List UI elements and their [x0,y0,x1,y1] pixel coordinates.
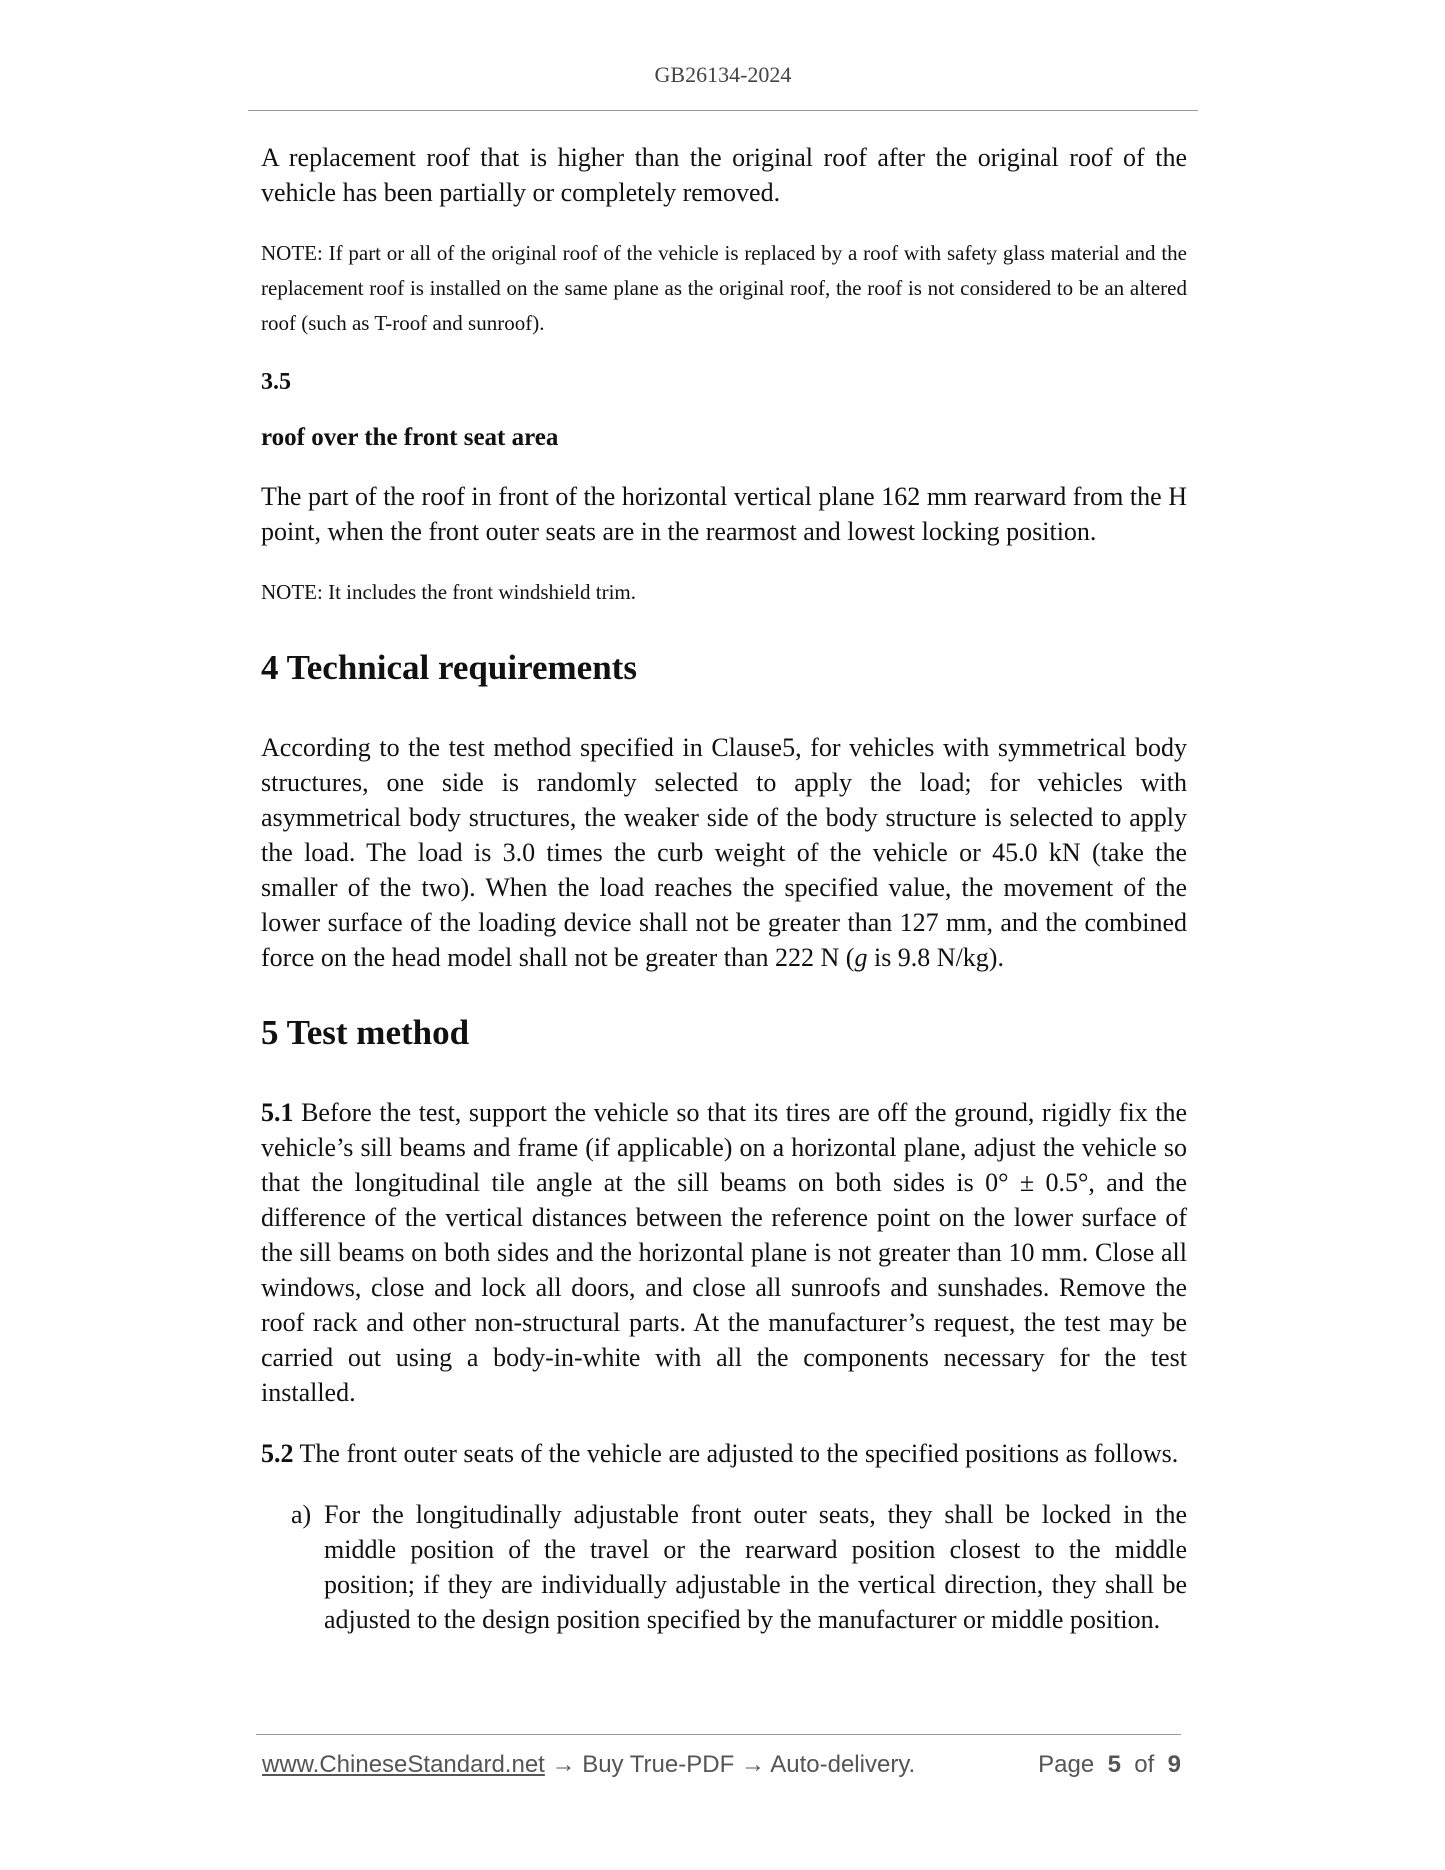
list-item-text: For the longitudinally adjustable front outer seats, they shall be locked in the middle position of the travel or the rearward position closest to the middle position; if they are individually adjustable in the vertical direction, they shall be adjusted to the design position specified by the manufacturer or middle position. [324,1500,1187,1634]
clause-5-2-paragraph [261,1436,1187,1471]
altered-roof-note: NOTE: If part or all of the original roof of the vehicle is replaced by a roof with safety glass material and the replacement roof is installed on the same plane as the original roof, the roof is not considered to be an altered roof (such as T-roof and sunroof). [261,241,1187,335]
list-marker: a) [291,1500,312,1529]
term-note: NOTE: It includes the front windshield trim. [261,580,637,604]
tech-req-text-part2: is 9.8 N/kg). [867,943,1004,972]
page-of-label: of [1134,1751,1155,1778]
footer-divider [256,1734,1181,1735]
buy-true-pdf-text: Buy True-PDF [582,1751,735,1778]
term-number: 3.5 [261,369,291,395]
page-footer [262,1751,1181,1781]
clause-5-2-text: The front outer seats of the vehicle are adjusted to the specified positions as follows. [293,1439,1179,1468]
total-pages: 9 [1167,1751,1181,1778]
footer-promo [262,1751,915,1779]
page-content [261,140,1187,1637]
auto-delivery-text: Auto-delivery. [770,1751,916,1778]
clause-5-1-paragraph [261,1095,1187,1410]
arrow-icon: → [734,1751,771,1778]
clause-5-1-text: Before the test, support the vehicle so that its tires are off the ground, rigidly fix the vehicle’s sill beams and frame (if applicable) on a horizontal plane, adjust the vehicle so that the longitudinal tile angle at the sill beams on both sides is 0° ± 0.5°, and the difference of the vertical distances between the reference point on the lower surface of the sill beams on both sides and the horizontal plane is not greater than 10 mm. Close all windows, close and lock all doors, and close all sunroofs and sunshades. Remove the roof rack and other non-structural parts. At the manufacturer’s request, the test may be carried out using a body-in-white with all the components necessary for the test installed. [261,1098,1187,1407]
tech-req-text-part1: According to the test method specified in Clause5, for vehicles with symmetrical body structures, one side is randomly selected to apply the load; for vehicles with asymmetrical body structures, the weaker side of the body structure is selected to apply the load. The load is 3.0 times the curb weight of the vehicle or 45.0 kN (take the smaller of the two). When the load reaches the specified value, the movement of the lower surface of the loading device shall not be greater than 127 mm, and the combined force on the head model shall not be greater than 222 N ( [261,733,1187,972]
page-label: Page [1038,1751,1095,1778]
section-4-heading: 4 Technical requirements [261,648,637,687]
gravity-symbol: g [854,943,868,972]
term-name: roof over the front seat area [261,424,559,451]
term-definition: The part of the roof in front of the horizontal vertical plane 162 mm rearward from the H point, when the front outer seats are in the rearmost and lowest locking position. [261,482,1187,546]
clause-5-1-number: 5.1 [261,1098,294,1127]
page-number [1038,1751,1181,1779]
header-divider [248,110,1198,111]
altered-roof-paragraph: A replacement roof that is higher than the original roof after the original roof of the vehicle has been partially or completely removed. [261,143,1187,207]
section-5-heading: 5 Test method [261,1013,470,1052]
technical-requirements-paragraph [261,730,1187,975]
list-item [261,1497,1187,1637]
current-page: 5 [1107,1751,1121,1778]
arrow-icon: → [544,1751,583,1778]
chinesestandard-link[interactable]: www.ChineseStandard.net [262,1751,545,1778]
running-header: GB26134-2024 [654,62,792,87]
clause-5-2-number: 5.2 [261,1439,294,1468]
